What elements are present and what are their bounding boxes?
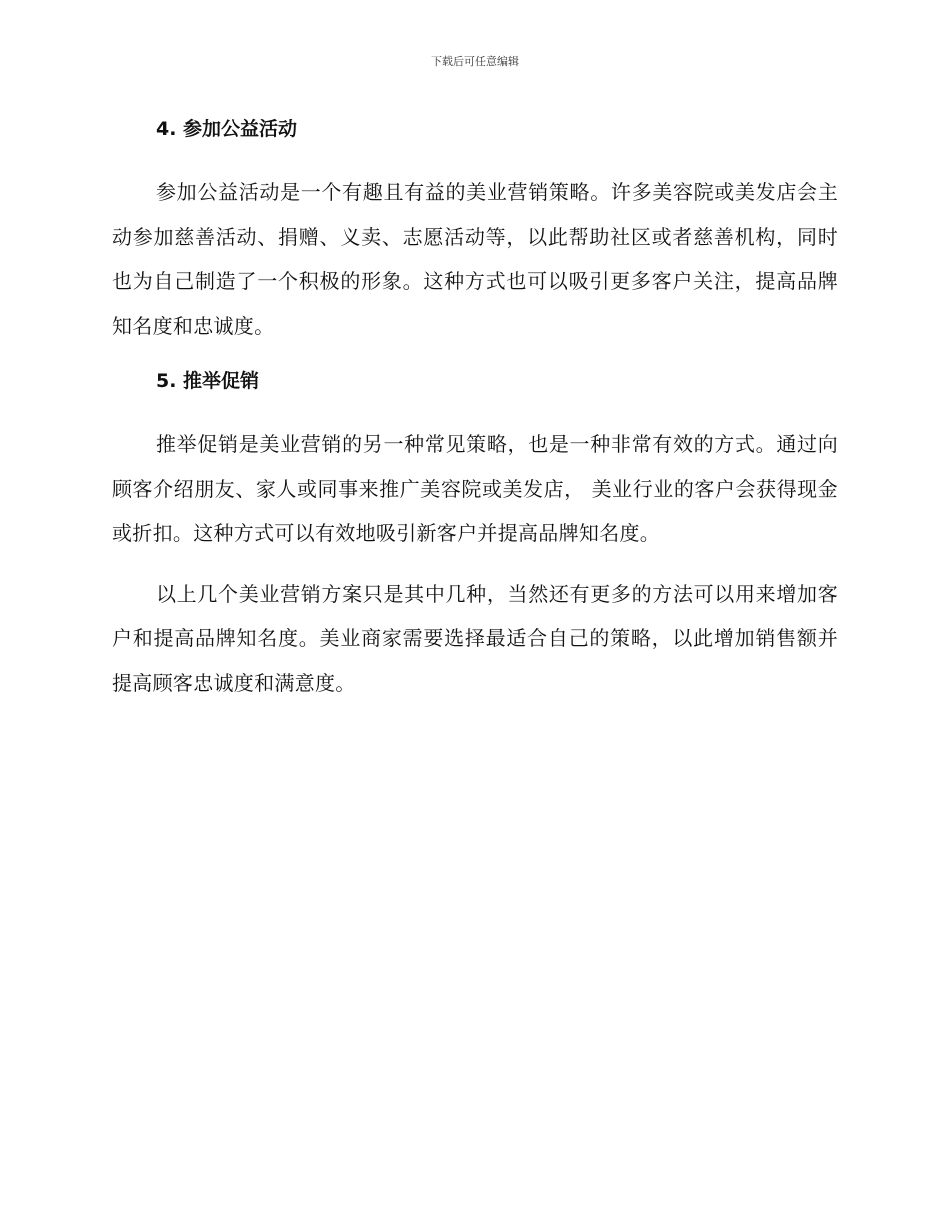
section-heading: 4. 参加公益活动 bbox=[156, 118, 298, 140]
section-heading: 5. 推举促销 bbox=[156, 370, 260, 392]
section-referral bbox=[112, 364, 838, 705]
body-paragraph: 推举促销是美业营销的另一种常见策略，也是一种非常有效的方式。通过向顾客介绍朋友、家人或同事来推广美容院或美发店， 美业行业的客户会获得现金或折扣。这种方式可以有效地吸引新客户并提高品牌知名度。 bbox=[112, 432, 838, 545]
section-charity bbox=[112, 112, 838, 348]
page-header-note: 下载后可任意编辑 bbox=[431, 55, 519, 68]
body-paragraph: 参加公益活动是一个有趣且有益的美业营销策略。许多美容院或美发店会主动参加慈善活动、捐赠、义卖、志愿活动等，以此帮助社区或者慈善机构，同时也为自己制造了一个积极的形象。这种方式也可以吸引更多客户关注，提高品牌知名度和忠诚度。 bbox=[112, 180, 838, 338]
body-paragraph: 以上几个美业营销方案只是其中几种，当然还有更多的方法可以用来增加客户和提高品牌知名度。美业商家需要选择最适合自己的策略，以此增加销售额并提高顾客忠诚度和满意度。 bbox=[112, 581, 838, 695]
document-body bbox=[112, 112, 838, 705]
